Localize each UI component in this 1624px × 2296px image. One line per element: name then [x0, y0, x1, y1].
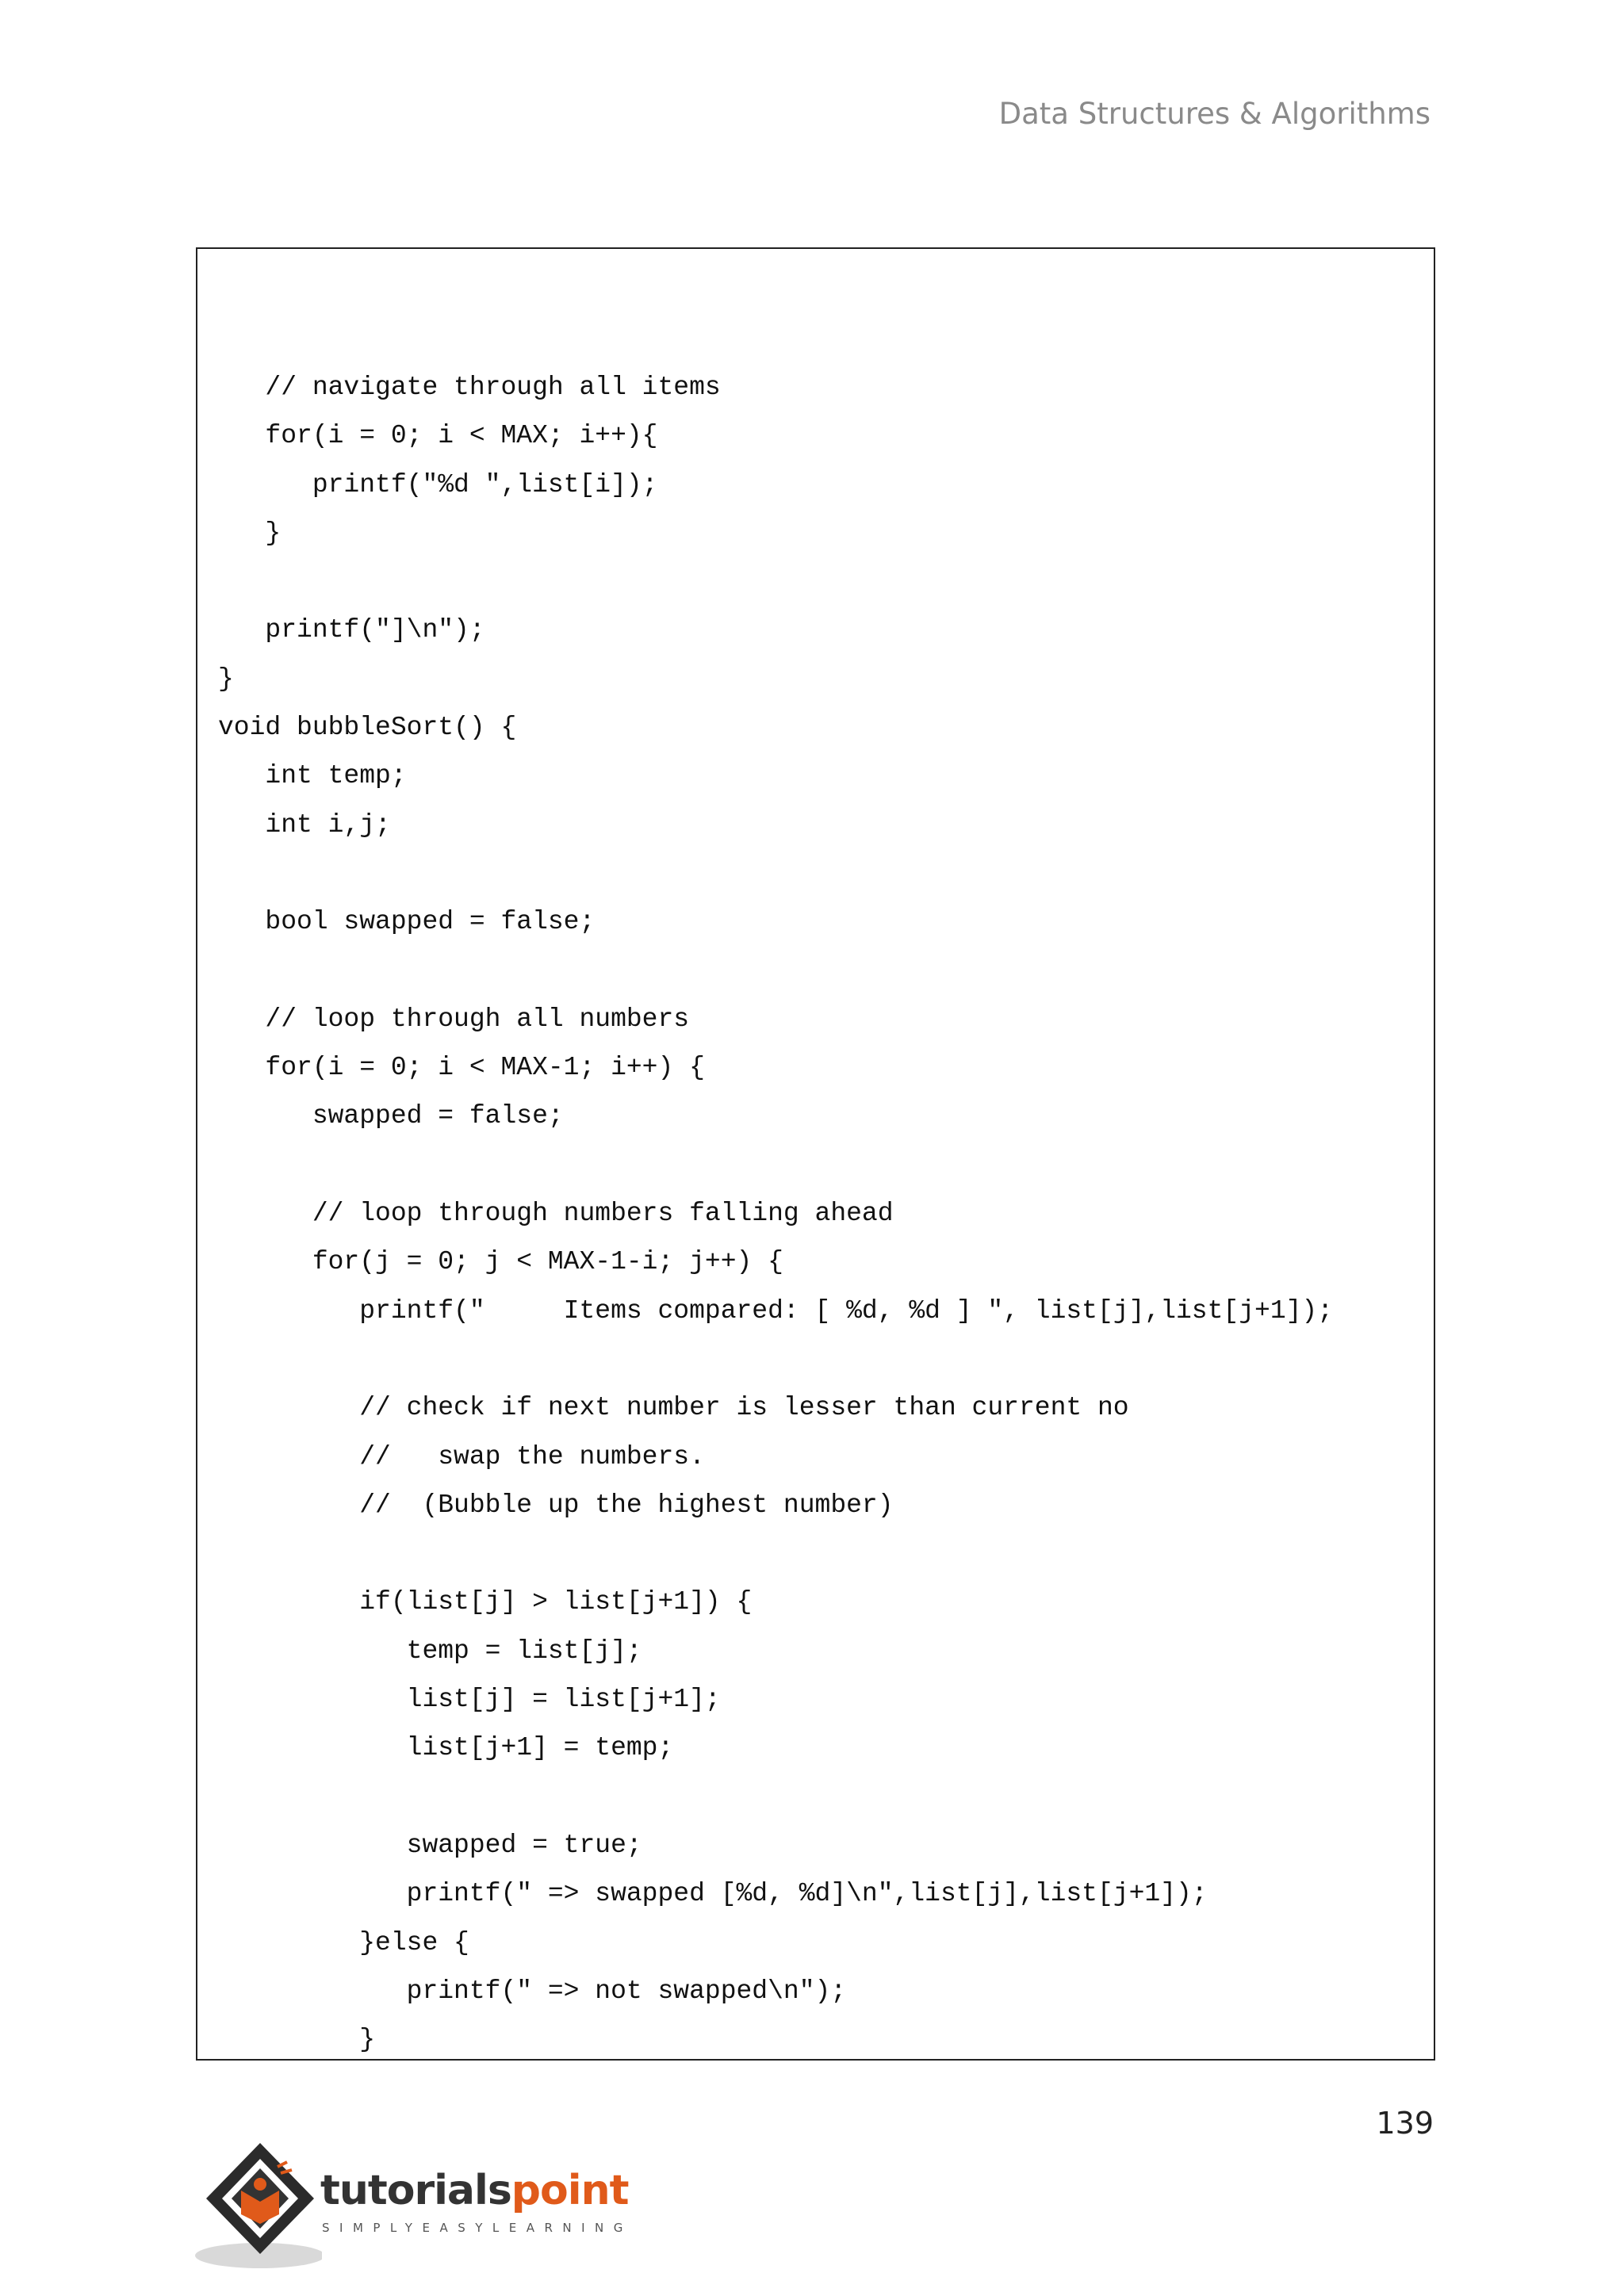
code-line: // swap the numbers.	[218, 1441, 705, 1471]
logo-diamond-icon	[195, 2135, 322, 2278]
code-line: swapped = true;	[218, 1830, 642, 1860]
code-line	[218, 1773, 1333, 1821]
page-number: 139	[1376, 2106, 1434, 2141]
code-line: int temp;	[218, 761, 407, 791]
code-line	[218, 557, 1333, 606]
code-line: // navigate through all items	[218, 373, 721, 402]
code-line: printf(" Items compared: [ %d, %d ] ", list[j],list[j+1]);	[218, 1295, 1334, 1326]
code-line: }else {	[218, 1927, 469, 1957]
code-line: for(i = 0; i < MAX; i++){	[218, 421, 658, 451]
code-line: for(j = 0; j < MAX-1-i; j++) {	[218, 1247, 783, 1277]
code-line: list[j+1] = temp;	[218, 1733, 674, 1763]
code-line: swapped = false;	[218, 1101, 564, 1131]
code-line	[218, 947, 1333, 995]
code-line	[218, 1529, 1333, 1578]
code-line: // (Bubble up the highest number)	[218, 1490, 894, 1520]
tutorialspoint-logo	[195, 2135, 639, 2278]
logo-tagline: SIMPLYEASYLEARNING	[322, 2221, 633, 2235]
code-line: if(list[j] > list[j+1]) {	[218, 1587, 753, 1617]
code-line: void bubbleSort() {	[218, 713, 517, 743]
code-line: }	[218, 518, 282, 548]
code-line: temp = list[j];	[218, 1636, 642, 1666]
logo-wordmark	[320, 2167, 628, 2214]
logo-word-tutorials: tutorials	[320, 2167, 511, 2214]
code-line: for(i = 0; i < MAX-1; i++) {	[218, 1053, 705, 1083]
code-listing	[218, 363, 1333, 2061]
code-line: printf(" => not swapped\n");	[218, 1976, 847, 2006]
code-line: bool swapped = false;	[218, 907, 596, 937]
code-line	[218, 849, 1333, 897]
code-line: int i,j;	[218, 809, 391, 840]
code-line	[218, 1335, 1333, 1383]
code-line: printf("%d ",list[i]);	[218, 469, 658, 499]
logo-word-point: point	[511, 2167, 629, 2214]
code-line: }	[218, 2025, 376, 2055]
code-line	[218, 1141, 1333, 1189]
code-line: // loop through all numbers	[218, 1004, 690, 1034]
code-listing-box	[196, 247, 1435, 2061]
code-line: // loop through numbers falling ahead	[218, 1199, 894, 1229]
code-line: }	[218, 664, 234, 694]
code-line: // check if next number is lesser than current no	[218, 1393, 1129, 1423]
code-line: list[j] = list[j+1];	[218, 1685, 721, 1715]
code-line: printf(" => swapped [%d, %d]\n",list[j],list[j+1]);	[218, 1879, 1208, 1909]
code-line: printf("]\n");	[218, 615, 485, 645]
running-header-title: Data Structures & Algorithms	[998, 97, 1431, 131]
